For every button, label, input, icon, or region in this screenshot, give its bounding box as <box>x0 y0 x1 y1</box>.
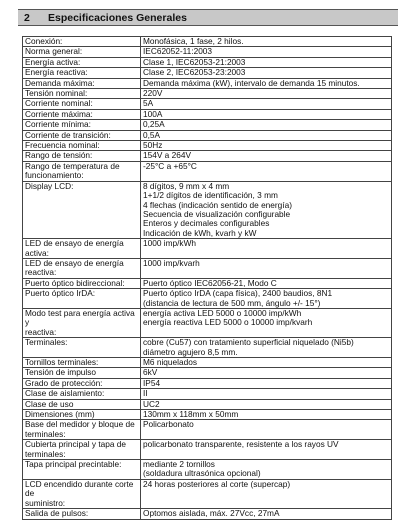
spec-label: Corriente nominal: <box>23 99 141 109</box>
spec-label: Puerto óptico IrDA: <box>23 289 141 309</box>
table-row <box>23 410 392 420</box>
table-row <box>23 358 392 368</box>
table-row <box>23 141 392 151</box>
specifications-table <box>22 36 392 520</box>
spec-label: Demanda máxima: <box>23 78 141 88</box>
spec-label: Norma general: <box>23 47 141 57</box>
table-row <box>23 420 392 440</box>
table-row <box>23 289 392 309</box>
section-number: 2 <box>24 12 30 24</box>
table-row <box>23 389 392 399</box>
section-title: Especificaciones Generales <box>48 12 187 24</box>
spec-value: Clase 1, IEC62053-21:2003 <box>141 57 392 67</box>
table-row <box>23 509 392 519</box>
table-row <box>23 399 392 409</box>
spec-value: Policarbonato <box>141 420 392 440</box>
table-row <box>23 161 392 181</box>
spec-value: energía activa LED 5000 o 10000 imp/kWh energía reactiva LED 5000 o 10000 imp/kvarh <box>141 308 392 337</box>
spec-label: Tensión de impulso <box>23 368 141 378</box>
spec-label: Energía reactiva: <box>23 68 141 78</box>
table-row <box>23 258 392 278</box>
spec-value: 0,5A <box>141 130 392 140</box>
spec-value: UC2 <box>141 399 392 409</box>
table-row <box>23 278 392 288</box>
table-row <box>23 460 392 480</box>
spec-value: Puerto óptico IEC62056-21, Modo C <box>141 278 392 288</box>
spec-label: Display LCD: <box>23 181 141 238</box>
spec-value: Demanda máxima (kW), intervalo de demanda 15 minutos. <box>141 78 392 88</box>
spec-label: LED de ensayo de energía reactiva: <box>23 258 141 278</box>
spec-value: 1000 imp/kWh <box>141 239 392 259</box>
spec-label: Modo test para energía activa y reactiva: <box>23 308 141 337</box>
spec-label: Tensión nominal: <box>23 89 141 99</box>
table-row <box>23 47 392 57</box>
table-row <box>23 57 392 67</box>
table-row <box>23 78 392 88</box>
table-row <box>23 440 392 460</box>
spec-value: 6kV <box>141 368 392 378</box>
spec-label: Salida de pulsos: <box>23 509 141 519</box>
spec-value: Monofásica, 1 fase, 2 hilos. <box>141 37 392 47</box>
spec-label: Tornillos terminales: <box>23 358 141 368</box>
spec-value: cobre (Cu57) con tratamiento superficial niquelado (Ni5b) diámetro agujero 8,5 mm. <box>141 338 392 358</box>
section-header <box>18 9 398 26</box>
spec-value: 1000 imp/kvarh <box>141 258 392 278</box>
spec-label: Base del medidor y bloque de terminales: <box>23 420 141 440</box>
spec-value: 24 horas posteriores al corte (supercap) <box>141 479 392 508</box>
spec-value: 0,25A <box>141 120 392 130</box>
spec-label: Corriente de transición: <box>23 130 141 140</box>
spec-value: M6 niquelados <box>141 358 392 368</box>
spec-value: 220V <box>141 89 392 99</box>
spec-value: Puerto óptico IrDA (capa física), 2400 baudios, 8N1 (distancia de lectura de 500 mm, ángulo +/- 15°) <box>141 289 392 309</box>
spec-label: Corriente mínima: <box>23 120 141 130</box>
spec-value: IP54 <box>141 378 392 388</box>
spec-label: Energía activa: <box>23 57 141 67</box>
spec-label: Rango de tensión: <box>23 151 141 161</box>
spec-label: Conexión: <box>23 37 141 47</box>
table-row <box>23 239 392 259</box>
spec-label: Puerto óptico bidireccional: <box>23 278 141 288</box>
spec-value: 130mm x 118mm x 50mm <box>141 410 392 420</box>
spec-label: LCD encendido durante corte de suministro: <box>23 479 141 508</box>
spec-value: IEC62052-11:2003 <box>141 47 392 57</box>
table-row <box>23 89 392 99</box>
spec-label: Cubierta principal y tapa de terminales: <box>23 440 141 460</box>
table-row <box>23 378 392 388</box>
spec-value: II <box>141 389 392 399</box>
table-row <box>23 308 392 337</box>
table-row <box>23 68 392 78</box>
spec-label: Rango de temperatura de funcionamiento: <box>23 161 141 181</box>
spec-label: Corriente máxima: <box>23 109 141 119</box>
spec-value: Optomos aislada, máx. 27Vcc, 27mA <box>141 509 392 519</box>
spec-value: mediante 2 tornillos (soldadura ultrasónica opcional) <box>141 460 392 480</box>
spec-value: 154V a 264V <box>141 151 392 161</box>
spec-value: -25°C a +65°C <box>141 161 392 181</box>
table-row <box>23 338 392 358</box>
spec-value: 5A <box>141 99 392 109</box>
table-row <box>23 479 392 508</box>
spec-value: 100A <box>141 109 392 119</box>
spec-label: Tapa principal precintable: <box>23 460 141 480</box>
spec-value: 50Hz <box>141 141 392 151</box>
spec-label: Clase de uso <box>23 399 141 409</box>
table-row <box>23 99 392 109</box>
table-row <box>23 151 392 161</box>
table-row <box>23 120 392 130</box>
table-row <box>23 368 392 378</box>
spec-value: 8 dígitos, 9 mm x 4 mm 1+1/2 dígitos de identificación, 3 mm 4 flechas (indicación sentido de energía) Secuencia de visualización configurable Enteros y decimales configurables Indicación de kWh, kvarh y kW <box>141 181 392 238</box>
table-row <box>23 37 392 47</box>
spec-value: policarbonato transparente, resistente a los rayos UV <box>141 440 392 460</box>
table-row <box>23 181 392 238</box>
spec-label: LED de ensayo de energía activa: <box>23 239 141 259</box>
spec-label: Terminales: <box>23 338 141 358</box>
spec-value: Clase 2, IEC62053-23:2003 <box>141 68 392 78</box>
spec-label: Clase de aislamiento: <box>23 389 141 399</box>
spec-label: Frecuencia nominal: <box>23 141 141 151</box>
spec-label: Grado de protección: <box>23 378 141 388</box>
spec-label: Dimensiones (mm) <box>23 410 141 420</box>
table-row <box>23 130 392 140</box>
table-row <box>23 109 392 119</box>
